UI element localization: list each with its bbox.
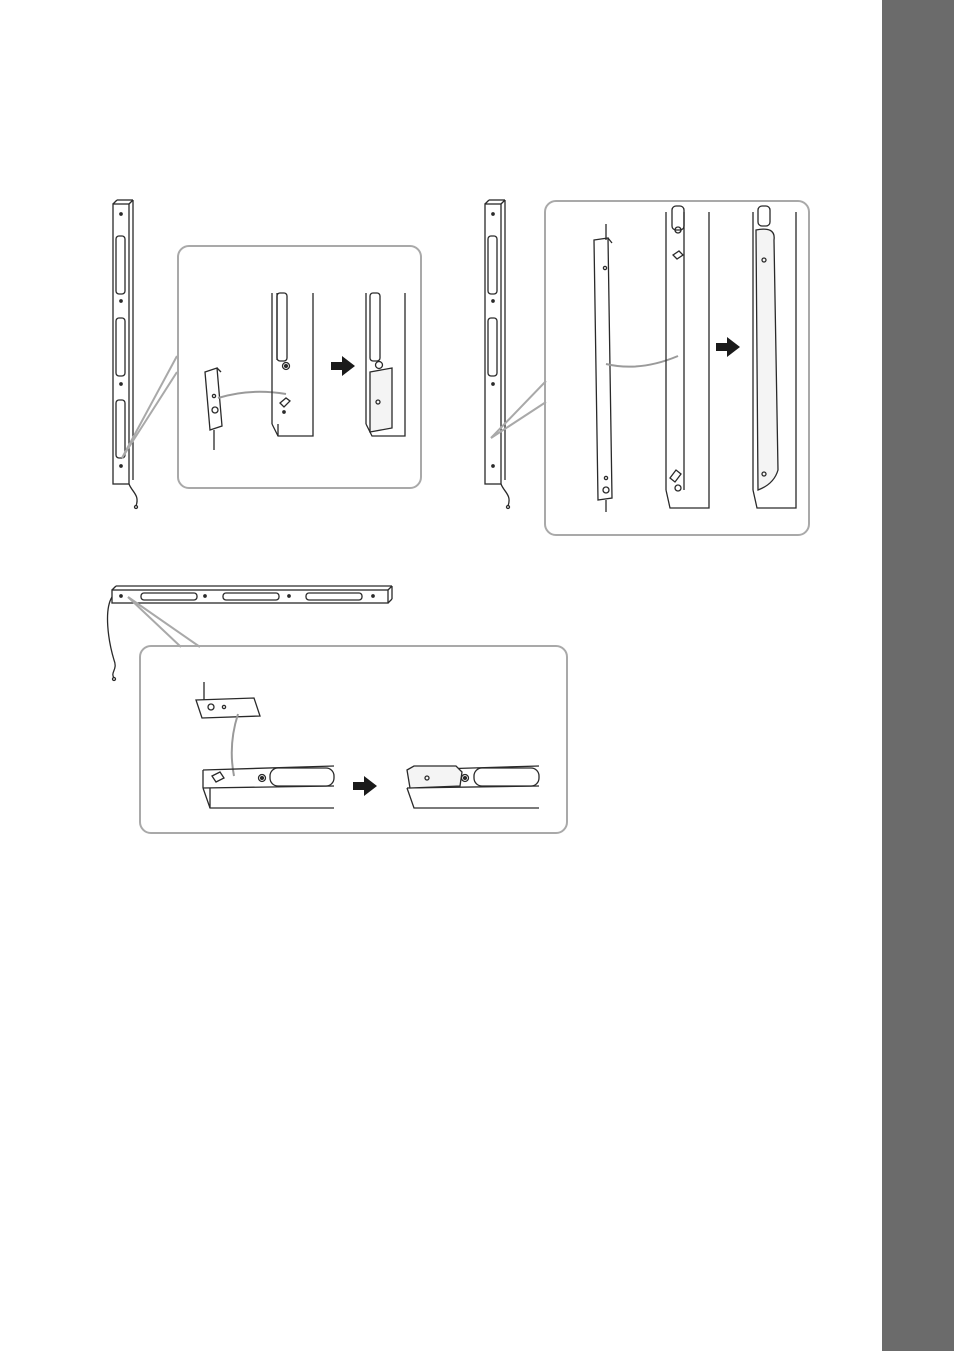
callout-pointer-3a: [128, 597, 181, 647]
speaker-end-after-1-icon: [366, 293, 405, 436]
horizontal-end-before-icon: [203, 766, 334, 808]
attach-curve-3: [232, 714, 238, 776]
horizontal-speaker-icon: [108, 586, 392, 681]
arrow-right-icon-1: [331, 356, 355, 376]
callout-pointer-1a: [122, 356, 177, 458]
tall-speaker-1-icon: [113, 200, 138, 509]
attach-curve-1: [218, 392, 286, 398]
horizontal-cover-piece-icon: [196, 682, 260, 718]
horizontal-end-after-icon: [407, 766, 539, 808]
callout-pointer-1b: [122, 372, 177, 458]
callout-pointer-3b: [128, 597, 200, 647]
arrow-right-icon-2: [716, 337, 740, 357]
arrow-right-icon-3: [353, 776, 377, 796]
small-cover-piece-icon: [205, 368, 222, 450]
speaker-after-2-icon: [753, 206, 796, 508]
speaker-before-2-icon: [666, 206, 709, 508]
attach-curve-2: [606, 356, 678, 367]
speaker-end-before-1-icon: [272, 293, 313, 436]
long-cover-piece-icon: [594, 224, 612, 512]
tall-speaker-2-icon: [485, 200, 510, 509]
